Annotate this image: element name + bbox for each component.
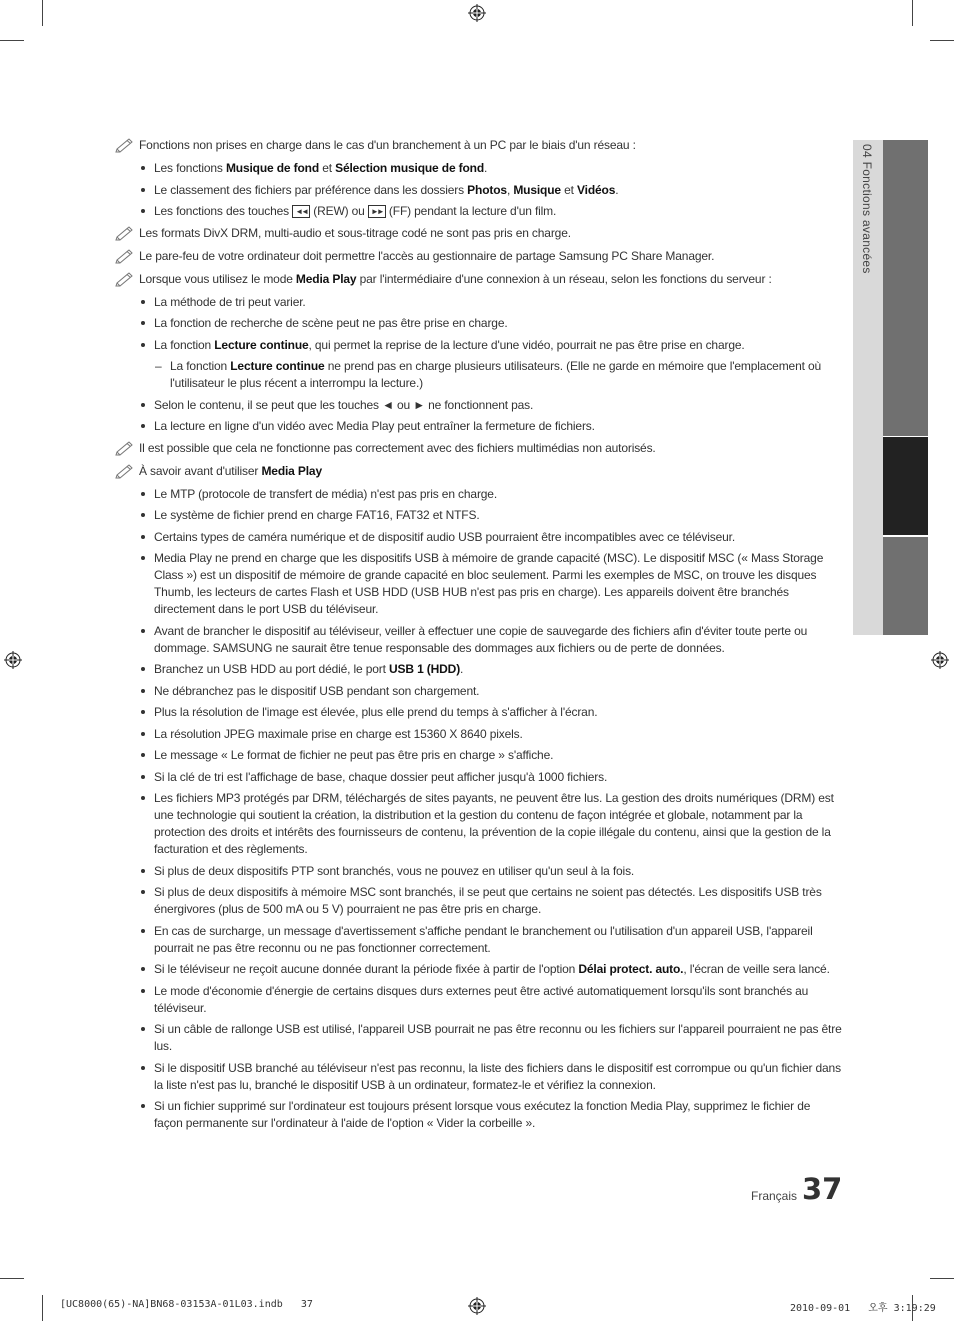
note-item: [114, 225, 842, 242]
text-run: .: [615, 182, 619, 197]
text-run: Le mode d'économie d'énergie de certains disques durs externes peut être activé automatiquement lorsqu'ils sont branchés au téléviseur.: [154, 983, 809, 1015]
text-run: Si le téléviseur ne reçoit aucune donnée durant la période fixée à partir de l'option: [154, 962, 579, 976]
text-run: Le pare-feu de votre ordinateur doit permettre l'accès au gestionnaire de partage Samsung PC Share Manager.: [139, 248, 715, 263]
text-run: Le système de fichier prend en charge FAT16, FAT32 et NTFS.: [154, 508, 480, 522]
bullet-item: [114, 884, 842, 918]
text-run: ne prend pas en charge plusieurs utilisateurs. (Elle ne garde en mémoire que l'emplacement où l'utilisateur le plus récent a interrompu la lecture.): [170, 359, 822, 390]
bullet-item: [114, 182, 842, 199]
bold-term: Media Play: [295, 271, 357, 286]
page-number: 37: [802, 1172, 843, 1206]
text-run: Si la clé de tri est l'affichage de base, chaque dossier peut afficher jusqu'à 1000 fichiers.: [154, 769, 608, 784]
text-run: La lecture en ligne d'un vidéo avec Media Play peut entraîner la fermeture de fichiers.: [154, 419, 595, 433]
bullet-item: [114, 1021, 842, 1055]
bullet-item: [114, 203, 842, 220]
bullet-item: [114, 704, 842, 721]
text-run: Branchez un USB HDD au port dédié, le port: [154, 662, 390, 676]
note-pencil-icon: [114, 438, 136, 456]
text-run: Le message « Le format de fichier ne peut pas être pris en charge » s'affiche.: [154, 748, 554, 762]
main-content: [114, 137, 842, 1137]
bullet-item: [114, 397, 842, 414]
text-run: Avant de brancher le dispositif au téléviseur, veiller à effectuer une copie de sauvegarde des fichiers afin d'éviter toute perte ou dommage. SAMSUNG ne saurait être tenue responsable des dommages aux fichiers ou de perte de données.: [154, 623, 808, 655]
text-run: La fonction: [170, 359, 231, 373]
crop-mark: [42, 1295, 43, 1321]
crop-mark: [0, 1278, 24, 1279]
footer-language: Français: [751, 1189, 798, 1203]
note-item: [114, 463, 842, 480]
print-slug-date: 2010-09-01 오후 3:19:29: [790, 1303, 936, 1314]
text-run: , l'écran de veille sera lancé.: [683, 962, 830, 976]
text-run: , qui permet la reprise de la lecture d'une vidéo, pourrait ne pas être prise en charge.: [308, 337, 745, 352]
note-pencil-icon: [114, 223, 136, 241]
bullet-item: [114, 550, 842, 618]
bullet-item: [114, 529, 842, 546]
bullet-item: [114, 160, 842, 177]
bullet-item: [114, 1060, 842, 1094]
note-pencil-icon: [114, 246, 136, 264]
text-run: Selon le contenu, il se peut que les touches ◄ ou ► ne fonctionnent pas.: [154, 397, 534, 412]
text-run: Le MTP (protocole de transfert de média) n'est pas pris en charge.: [154, 486, 498, 501]
text-run: .: [460, 662, 464, 676]
bullet-item: [114, 769, 842, 786]
registration-mark-icon: [4, 651, 22, 669]
text-run: Les fonctions: [154, 161, 226, 175]
text-run: La méthode de tri peut varier.: [154, 294, 306, 309]
crop-mark: [930, 1278, 954, 1279]
text-run: Lorsque vous utilisez le mode: [139, 271, 296, 286]
text-run: La résolution JPEG maximale prise en charge est 15360 X 8640 pixels.: [154, 726, 523, 741]
crop-mark: [930, 40, 954, 41]
bullet-item: [114, 294, 842, 311]
bullet-item: [114, 961, 842, 978]
bold-term: Délai protect. auto.: [578, 962, 684, 976]
bold-term: Lecture continue: [214, 337, 309, 352]
bullet-item: [114, 486, 842, 503]
bold-term: Musique de fond: [225, 161, 320, 175]
text-run: (FF) pendant la lecture d'un film.: [385, 204, 557, 218]
print-slug-file: [UC8000(65)-NA]BN68-03153A-01L03.indb 37: [60, 1299, 313, 1310]
bullet-item: [114, 315, 842, 332]
note-pencil-icon: [114, 461, 136, 479]
text-run: et: [319, 161, 336, 175]
bullet-item: [114, 726, 842, 743]
bullet-item: [114, 790, 842, 858]
remote-key-icon: ►►: [368, 205, 386, 218]
text-run: Les formats DivX DRM, multi-audio et sous-titrage codé ne sont pas pris en charge.: [139, 225, 571, 240]
text-run: ,: [506, 182, 514, 197]
bullet-item: [114, 683, 842, 700]
crop-mark: [42, 0, 43, 26]
registration-mark-icon: [468, 4, 486, 22]
chapter-tab: [883, 537, 928, 635]
text-run: (REW) ou: [310, 204, 368, 218]
note-pencil-icon: [114, 135, 136, 153]
text-run: La fonction: [154, 337, 215, 352]
note-item: [114, 440, 842, 457]
chapter-tab: [883, 140, 928, 436]
text-run: À savoir avant d'utiliser: [139, 463, 262, 478]
text-run: Plus la résolution de l'image est élevée, plus elle prend du temps à s'afficher à l'écran.: [154, 705, 598, 719]
text-run: par l'intermédiaire d'une connexion à un réseau, selon les fonctions du serveur :: [356, 271, 772, 286]
bullet-item: [114, 923, 842, 957]
text-run: .: [484, 161, 488, 175]
text-run: Fonctions non prises en charge dans le cas d'un branchement à un PC par le biais d'un réseau :: [139, 138, 636, 152]
bullet-item: [114, 418, 842, 435]
bullet-item: [114, 747, 842, 764]
bold-term: Photos: [467, 182, 507, 197]
text-run: et: [560, 182, 578, 197]
bullet-item: [114, 507, 842, 524]
bold-term: Sélection musique de fond: [335, 161, 485, 175]
text-run: Si plus de deux dispositifs PTP sont branchés, vous ne pouvez en utiliser qu'un seul à la fois.: [154, 863, 635, 878]
bullet-item: [114, 983, 842, 1017]
bullet-item: [114, 337, 842, 354]
bold-term: Vidéos: [577, 182, 616, 197]
text-run: Les fichiers MP3 protégés par DRM, téléchargés de sites payants, ne peuvent être lus. La gestion des droits numériques (DRM) est une technologie qui soutient la création, la distribution et la gestion du contenu de façon intégrée et globale, notamment par la protection des droits et intérêts des fournisseurs de contenu, la prévention de la copie illégale du contenu, ainsi que la gestion de la facturation et des règlements.: [154, 791, 834, 856]
bold-term: Media Play: [261, 463, 322, 478]
chapter-label: 04 Fonctions avancées: [860, 144, 874, 274]
text-run: Media Play ne prend en charge que les dispositifs USB à mémoire de grande capacité (MSC). Le dispositif MSC (« Mass Storage Class ») est un dispositif de mémoire de grande capacité en bloc seulement. Parmi les exemples de MSC, on trouve les disques Thumb, les lecteurs de cartes Flash et USB HDD (USB HUB n'est pas pris en charge). Les appareils doivent être branchés directement dans le port USB du téléviseur.: [154, 551, 824, 616]
bold-term: USB 1 (HDD): [389, 662, 461, 676]
note-pencil-icon: [114, 269, 136, 287]
text-run: Si le dispositif USB branché au téléviseur n'est pas reconnu, la liste des fichiers dans le dispositif est corrompue ou qu'un fichier dans la liste n'est pas lu, branché le dispositif USB à un ordinateur, formatez-le et vérifiez la connexion.: [154, 1060, 841, 1092]
text-run: En cas de surcharge, un message d'avertissement s'affiche pendant le branchement ou l'utilisation d'un appareil USB, l'appareil pourrait ne pas être reconnu ou ne pas fonctionner correctement.: [154, 923, 813, 955]
sub-list-item: – La fonction Lecture continue ne prend pas en charge plusieurs utilisateurs. (Elle ne garde en mémoire que l'emplacement où l'utilisateur le plus récent a interrompu la lecture.): [155, 359, 822, 390]
bold-term: Lecture continue: [230, 359, 325, 373]
registration-mark-icon: [931, 651, 949, 669]
crop-mark: [912, 0, 913, 26]
text-run: La fonction de recherche de scène peut ne pas être prise en charge.: [154, 316, 508, 330]
text-run: Il est possible que cela ne fonctionne pas correctement avec des fichiers multimédias non autorisés.: [139, 440, 656, 455]
note-item: [114, 271, 842, 288]
remote-key-icon: ◄◄: [292, 205, 310, 218]
registration-mark-icon: [468, 1297, 486, 1315]
note-item: [114, 137, 842, 154]
text-run: Certains types de caméra numérique et de dispositif audio USB pourraient être incompatibles avec ce téléviseur.: [154, 529, 736, 544]
note-item: [114, 248, 842, 265]
text-run: Si plus de deux dispositifs à mémoire MSC sont branchés, il se peut que certains ne soient pas détectés. Les dispositifs USB très énergivores (plus de 500 mA ou 5 V) pourraient ne pas être pris en charge.: [154, 885, 822, 916]
crop-mark: [0, 40, 24, 41]
text-run: Ne débranchez pas le dispositif USB pendant son chargement.: [154, 683, 480, 698]
bullet-item: [114, 1098, 842, 1132]
text-run: Les fonctions des touches: [154, 204, 293, 218]
bold-term: Musique: [513, 182, 561, 197]
text-run: Si un câble de rallonge USB est utilisé, l'appareil USB pourrait ne pas être reconnu ou les fichiers sur l'appareil pourraient ne pas être lus.: [154, 1022, 842, 1053]
bullet-item: [114, 863, 842, 880]
bullet-item: [114, 623, 842, 657]
text-run: Si un fichier supprimé sur l'ordinateur est toujours présent lorsque vous exécutez la fonction Media Play, supprimez le fichier de façon permanente sur l'ordinateur à l'aide de l'option « Vider la corbeille ».: [154, 1099, 811, 1130]
chapter-tab-active: [883, 437, 928, 535]
text-run: Le classement des fichiers par préférence dans les dossiers: [154, 182, 468, 197]
bullet-item: [114, 661, 842, 678]
